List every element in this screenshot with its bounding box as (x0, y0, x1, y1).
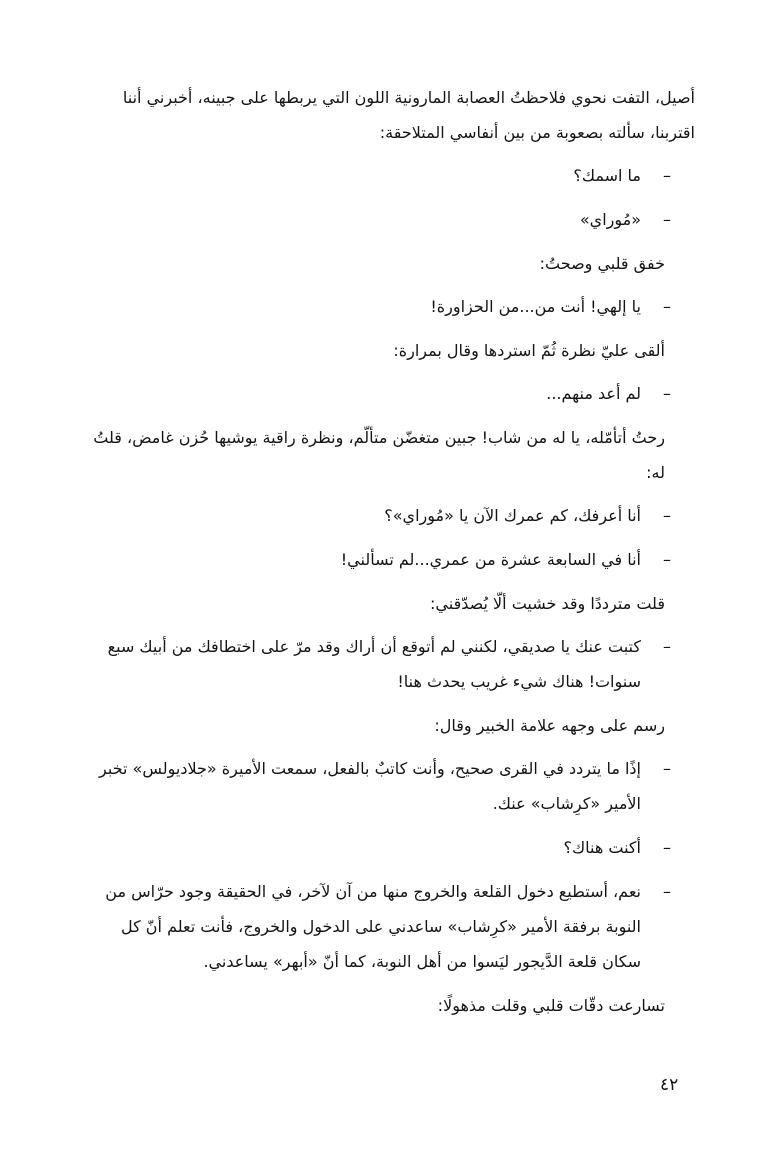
dash-mark: – (663, 637, 671, 656)
paragraph: أصيل، التفت نحوي فلاحظتُ العصابة المارونية اللون التي يربطها على جبينه، أخبرني أننا اقتربنا، سألته بصعوبة من بين أنفاسي المتلاحقة: (122, 88, 695, 142)
dialogue-line (88, 751, 695, 821)
dialogue-line (88, 376, 695, 411)
narration-line: رسم على وجهه علامة الخبير وقال: (434, 716, 665, 735)
dialogue-text: أكنت هناك؟ (563, 838, 641, 857)
dash-mark: – (663, 166, 671, 185)
narration-line: خفق قلبي وصحتُ: (539, 254, 665, 273)
dialogue-text: كتبت عنك يا صديقي، لكنني لم أتوقع أن أراك وقد مرّ على اختطافك من أبيك سبع سنوات! هناك شيء غريب يحدث هنا! (107, 637, 641, 691)
dialogue-line (88, 498, 695, 533)
dash-mark: – (663, 297, 671, 316)
dash-mark: – (663, 759, 671, 778)
dialogue-text: أنا في السابعة عشرة من عمري...لم تسألني! (340, 550, 641, 569)
dialogue-text: ما اسمك؟ (573, 166, 641, 185)
dash-mark: – (663, 882, 671, 901)
dash-mark: – (663, 384, 671, 403)
dialogue-line (88, 874, 695, 979)
narration-line: تسارعت دقّات قلبي وقلت مذهولًا: (437, 996, 665, 1015)
narration-line: ألقى عليّ نظرة ثُمّ استردها وقال بمرارة: (393, 341, 665, 360)
dialogue-text: إذًا ما يتردد في القرى صحيح، وأنت كاتبٌ بالفعل، سمعت الأميرة «جلاديولس» تخبر الأمير «كرِشاب» عنك. (99, 759, 641, 813)
narration-line: قلت مترددًا وقد خشيت ألّا يُصدّقني: (430, 594, 665, 613)
dialogue-line (88, 202, 695, 237)
dialogue-text: أنا أعرفك، كم عمرك الآن يا «مُوراي»؟ (384, 506, 641, 525)
dialogue-line (88, 542, 695, 577)
dash-mark: – (663, 506, 671, 525)
dash-mark: – (663, 838, 671, 857)
dialogue-text: «مُوراي» (579, 210, 641, 229)
paragraph: رحتُ أتأمّله، يا له من شاب! جبين متغضّن متألّم، ونظرة راقية يوشيها حُزن غامض، قلتُ له: (93, 428, 665, 482)
page-body (88, 80, 695, 1031)
page-number: ٤٢ (660, 1075, 679, 1095)
dialogue-line (88, 289, 695, 324)
dialogue-line (88, 830, 695, 865)
dialogue-text: لم أعد منهم... (546, 384, 641, 403)
dialogue-line (88, 629, 695, 699)
dialogue-text: نعم، أستطيع دخول القلعة والخروج منها من آن لآخر، في الحقيقة وجود حرّاس من النوبة برفقة الأمير «كرِشاب» ساعدني على الدخول والخروج، فأنت تعلم أنّ كل سكان قلعة الدَّيجور ليَسوا من أهل النوبة، كما أنّ «أبهر» يساعدني. (105, 882, 641, 971)
dash-mark: – (663, 550, 671, 569)
dialogue-line (88, 158, 695, 193)
dash-mark: – (663, 210, 671, 229)
dialogue-text: يا إلهي! أنت من...من الحزاورة! (430, 297, 641, 316)
